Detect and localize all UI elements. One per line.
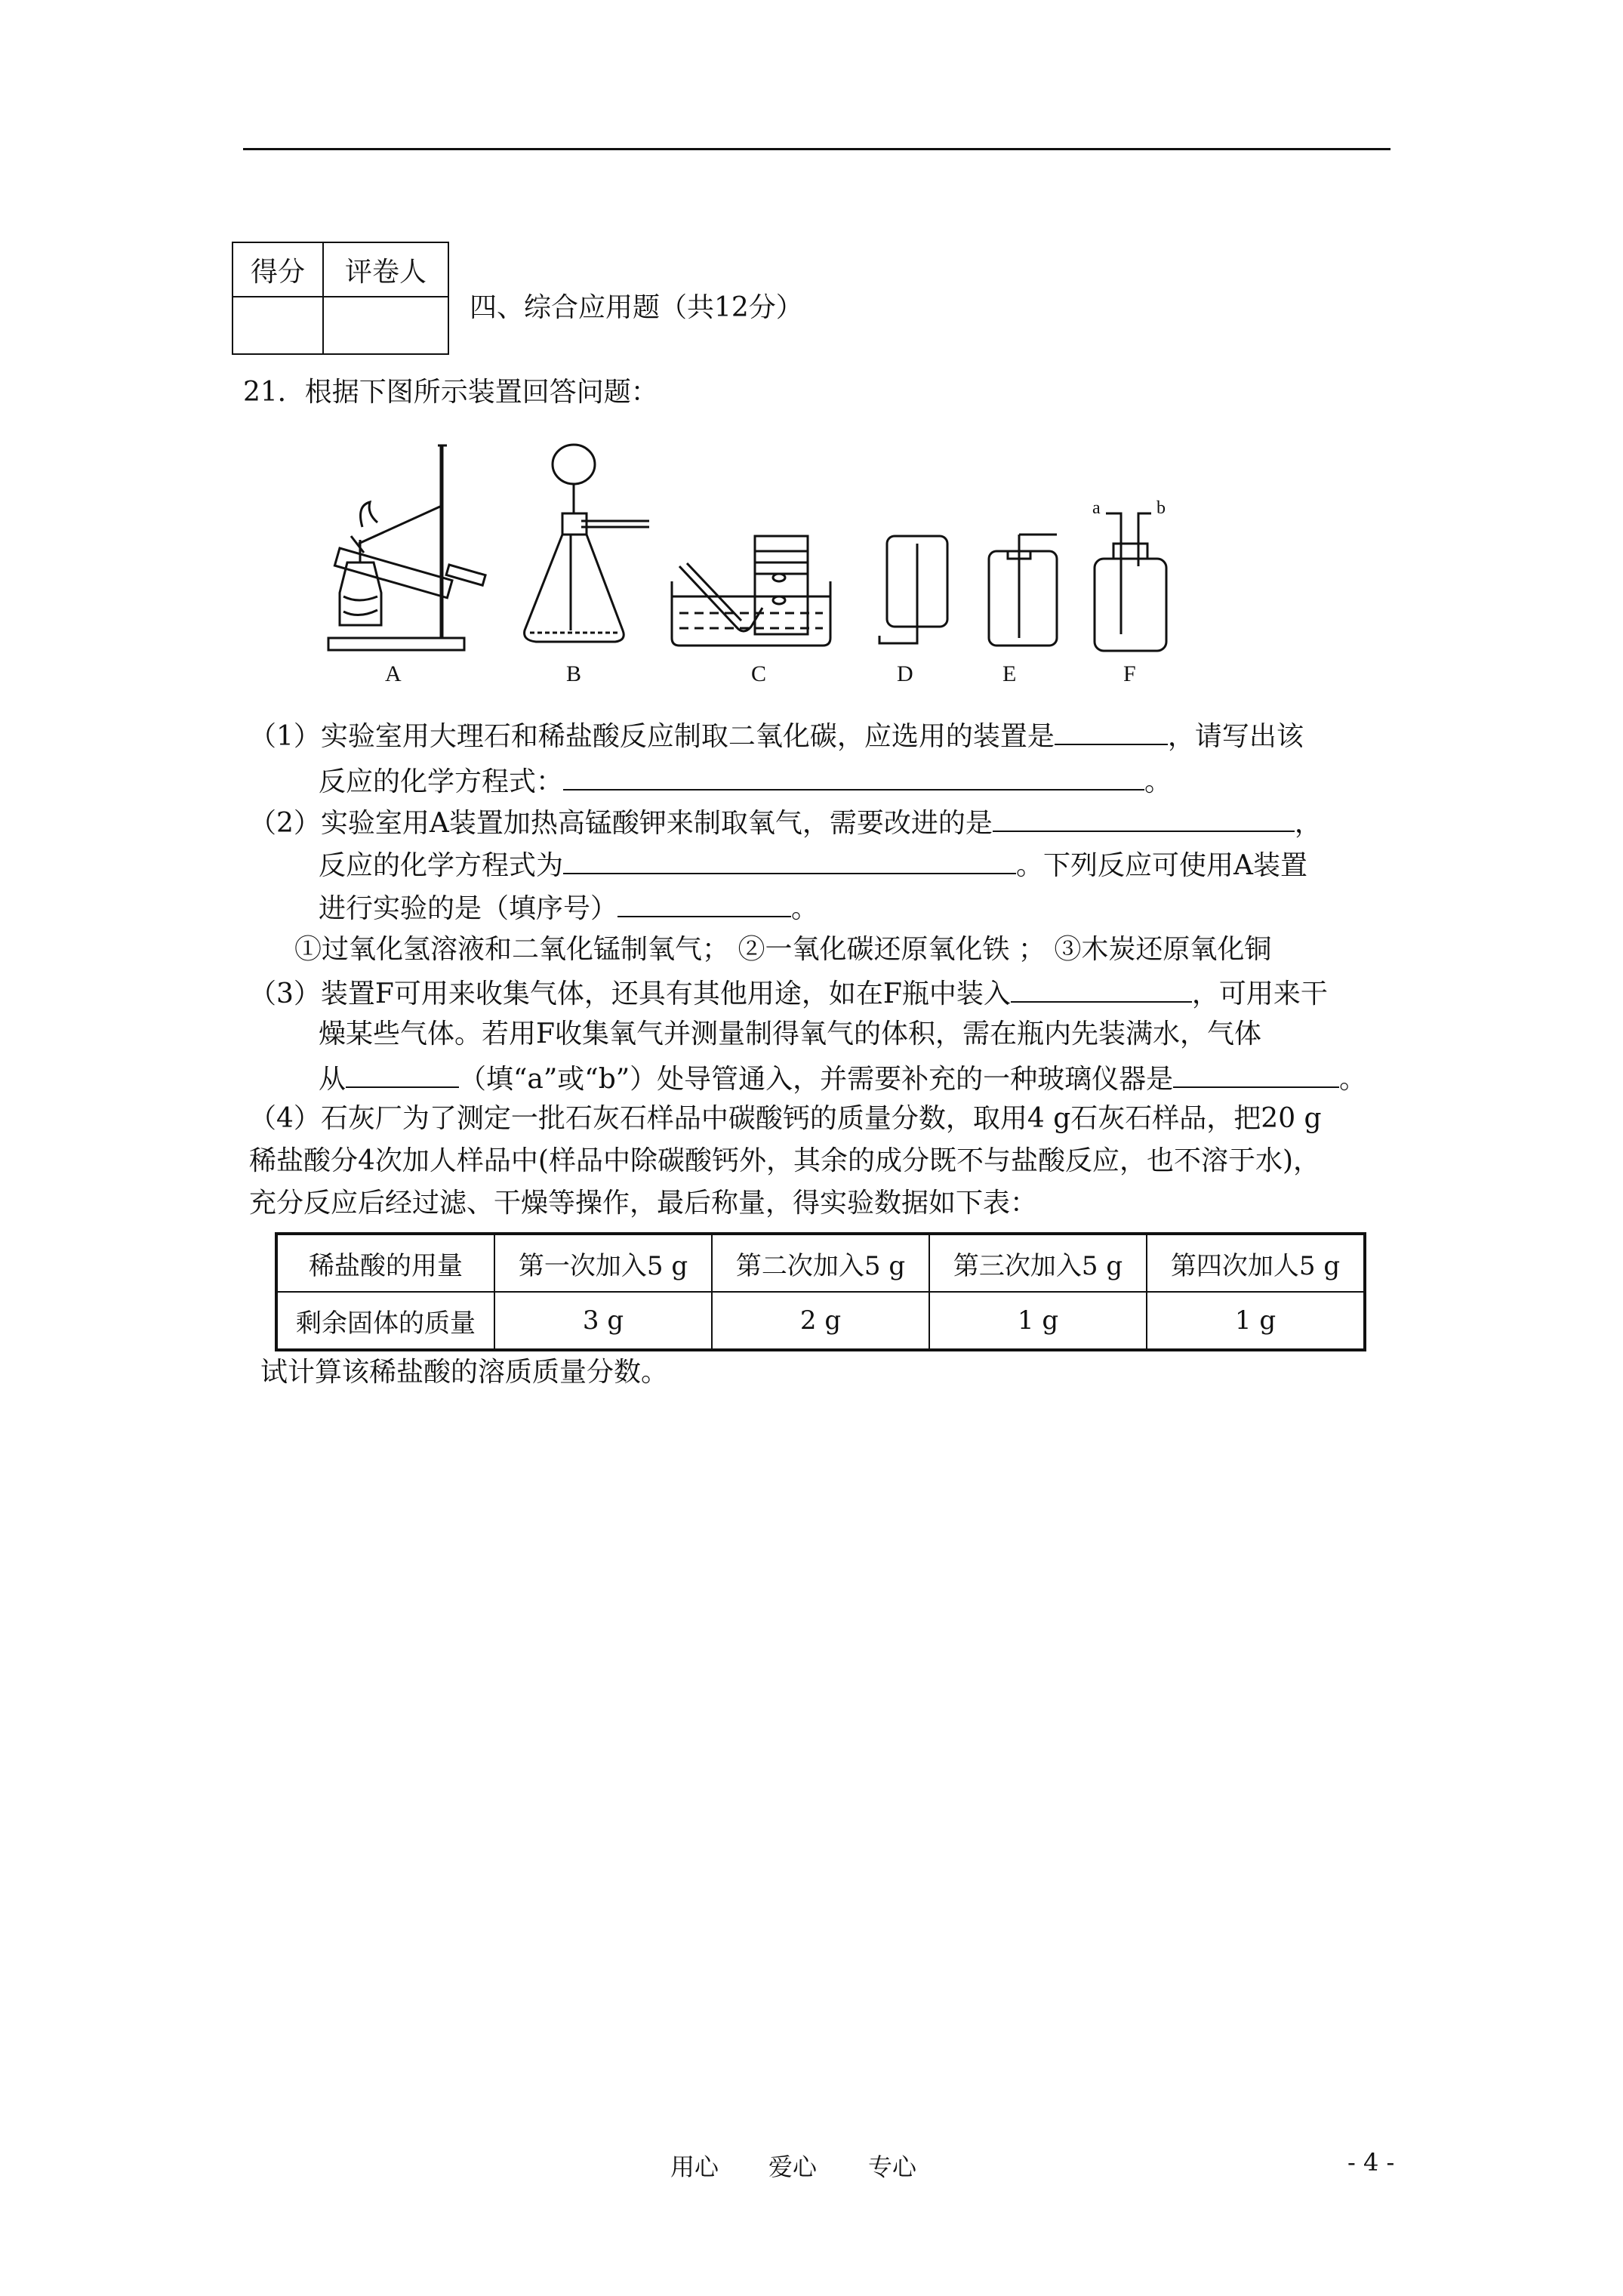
- part1-line2: 反应的化学方程式： 。: [319, 766, 1172, 797]
- score-box: [232, 242, 449, 355]
- answer-blank[interactable]: [563, 766, 1144, 791]
- tube-label-a: a: [1092, 498, 1101, 518]
- apparatus-f: [1095, 513, 1166, 651]
- tube-label-b: b: [1156, 498, 1166, 518]
- table-cell: 第三次加入5 g: [929, 1234, 1147, 1292]
- table-cell: 稀盐酸的用量: [276, 1234, 494, 1292]
- apparatus-figure: [317, 438, 1223, 695]
- answer-blank[interactable]: [993, 808, 1295, 832]
- grader-label: 评卷人: [323, 242, 448, 297]
- table-cell: 1 g: [1147, 1292, 1365, 1350]
- score-cell: [233, 297, 323, 354]
- section-title: 四、综合应用题（共12分）: [470, 292, 803, 323]
- label-f: F: [1123, 661, 1136, 686]
- answer-blank[interactable]: [617, 893, 791, 917]
- part4-line2: 稀盐酸分4次加人样品中(样品中除碳酸钙外，其余的成分既不与盐酸反应，也不溶于水)，: [249, 1145, 1320, 1176]
- table-cell: 剩余固体的质量: [276, 1292, 494, 1350]
- answer-blank[interactable]: [1011, 978, 1192, 1003]
- score-label: 得分: [233, 242, 323, 297]
- part2-line2: 反应的化学方程式为 。下列反应可使用A装置: [319, 850, 1308, 881]
- table-cell: 第一次加入5 g: [494, 1234, 712, 1292]
- footer-motto-2: 爱心: [768, 2153, 818, 2181]
- part4-final: 试计算该稀盐酸的溶质质量分数。: [260, 1357, 669, 1388]
- apparatus-b: [525, 445, 649, 642]
- apparatus-c: [672, 536, 830, 646]
- table-cell: 2 g: [712, 1292, 929, 1350]
- apparatus-e: [989, 535, 1057, 646]
- footer-motto-1: 用心: [670, 2153, 719, 2181]
- label-e: E: [1002, 661, 1017, 686]
- header-rule: [243, 148, 1390, 150]
- part2-options: ①过氧化氢溶液和二氧化锰制氧气； ②一氧化碳还原氧化铁 ； ③木炭还原氧化铜: [294, 934, 1272, 965]
- label-b: B: [566, 661, 582, 686]
- part2-line3: 进行实验的是（填序号） 。: [319, 893, 819, 924]
- page-number: - 4 -: [1347, 2148, 1395, 2177]
- part3-line2: 燥某些气体。若用F收集氧气并测量制得氧气的体积，需在瓶内先装满水，气体: [319, 1019, 1261, 1049]
- table-cell: 3 g: [494, 1292, 712, 1350]
- label-a: A: [385, 661, 402, 686]
- apparatus-a: [328, 445, 485, 650]
- apparatus-d: [879, 536, 947, 643]
- part4-line3: 充分反应后经过滤、干燥等操作，最后称量，得实验数据如下表：: [249, 1188, 1038, 1219]
- question-stem: 21．根据下图所示装置回答问题：: [243, 377, 658, 408]
- answer-blank[interactable]: [1055, 721, 1168, 745]
- label-d: D: [897, 661, 913, 686]
- part2-line1: （2）实验室用A装置加热高锰酸钾来制取氧气，需要改进的是 ，: [249, 808, 1322, 839]
- part3-line3: 从 （填“a”或“b”）处导管通入，并需要补充的一种玻璃仪器是 。: [319, 1064, 1367, 1095]
- label-c: C: [751, 661, 767, 686]
- experiment-data-table: [275, 1232, 1366, 1351]
- table-row: [276, 1234, 1365, 1292]
- answer-blank[interactable]: [1173, 1064, 1339, 1088]
- answer-blank[interactable]: [563, 850, 1016, 874]
- part4-line1: （4）石灰厂为了测定一批石灰石样品中碳酸钙的质量分数，取用4 g石灰石样品，把20 g: [249, 1103, 1322, 1134]
- part1-line1: （1）实验室用大理石和稀盐酸反应制取二氧化碳，应选用的装置是 ，请写出该: [249, 721, 1304, 752]
- table-cell: 第二次加入5 g: [712, 1234, 929, 1292]
- answer-blank[interactable]: [346, 1064, 459, 1088]
- table-row: [276, 1292, 1365, 1350]
- table-cell: 1 g: [929, 1292, 1147, 1350]
- footer-motto-3: 专心: [868, 2153, 917, 2181]
- grader-cell: [323, 297, 448, 354]
- table-cell: 第四次加人5 g: [1147, 1234, 1365, 1292]
- part3-line1: （3）装置F可用来收集气体，还具有其他用途，如在F瓶中装入 ，可用来干: [249, 978, 1328, 1009]
